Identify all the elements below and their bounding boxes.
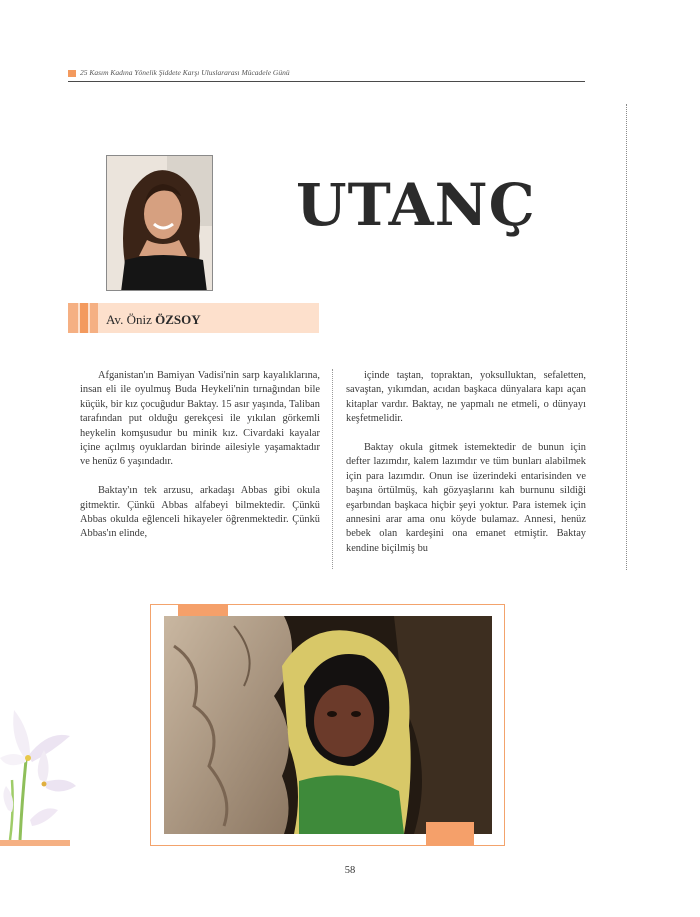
author-name — [106, 312, 201, 328]
running-header-title: 25 Kasım Kadına Yönelik Şiddete Karşı Uluslararası Mücadele Günü — [80, 68, 290, 77]
right-margin-rule — [626, 104, 627, 570]
running-header — [68, 68, 585, 82]
left-column — [80, 369, 320, 556]
column-divider — [332, 369, 333, 569]
paragraph: Baktay okula gitmek istemektedir de bunun için defter lazımdır, kalem lazımdır ve tüm bunları alabilmek için para lazımdır. Onun ise üzerindeki entarisinden ve başına örtülmüş, kah gözyaşlarını kah burnunu sildiği eşarbından başkaca hiçbir şeyi yoktur. Para istemek için annesini arar ama onu köyde bulamaz. Annesi, henüz bebek olan kardeşini ona emanet etmiştir. Baktay kendine biçilmiş bu — [346, 442, 586, 554]
page-number: 58 — [344, 865, 356, 876]
author-prefix: Av. Öniz — [106, 312, 156, 327]
right-column — [346, 369, 586, 571]
paragraph: Baktay'ın tek arzusu, arkadaşı Abbas gibi okula gitmektir. Çünkü Abbas alfabeyi bilmektedir. Çünkü Abbas okulda eğlenceli hikayeler öğrenmektedir. Çünkü Abbas'ın elinde, — [80, 485, 320, 540]
author-portrait — [106, 155, 213, 291]
flower-decoration — [0, 700, 82, 840]
paragraph: Afganistan'ın Bamiyan Vadisi'nin sarp kayalıklarına, insan eli ile oyulmuş Buda Heykeli'nin tırnağından bile küçük, bir kız çocuğudur Baktay. 15 asır yaşında, Taliban tarafından put olduğu gerekçesi ile yıkılan görkemli heykelin komşusudur bu minik kız. Civardaki kayalar içine açılmış oyuklardan birinde ailesiyle yaşamaktadır ve henüz 6 yaşındadır. — [80, 370, 320, 468]
paragraph: içinde taştan, topraktan, yoksulluktan, sefaletten, savaştan, yıkımdan, acıdan başkaca dünyalara kapı açan kitaplar vardır. Baktay, ne yapmalı ne etmeli, o dünyayı keşfetmelidir. — [346, 370, 586, 425]
author-surname: ÖZSOY — [155, 312, 201, 327]
article-title: UTANÇ — [296, 171, 536, 239]
article-photo — [164, 616, 492, 834]
header-square-icon — [68, 70, 76, 77]
bottom-accent-bar — [0, 840, 70, 846]
photo-frame-accent-bottom — [426, 822, 474, 846]
